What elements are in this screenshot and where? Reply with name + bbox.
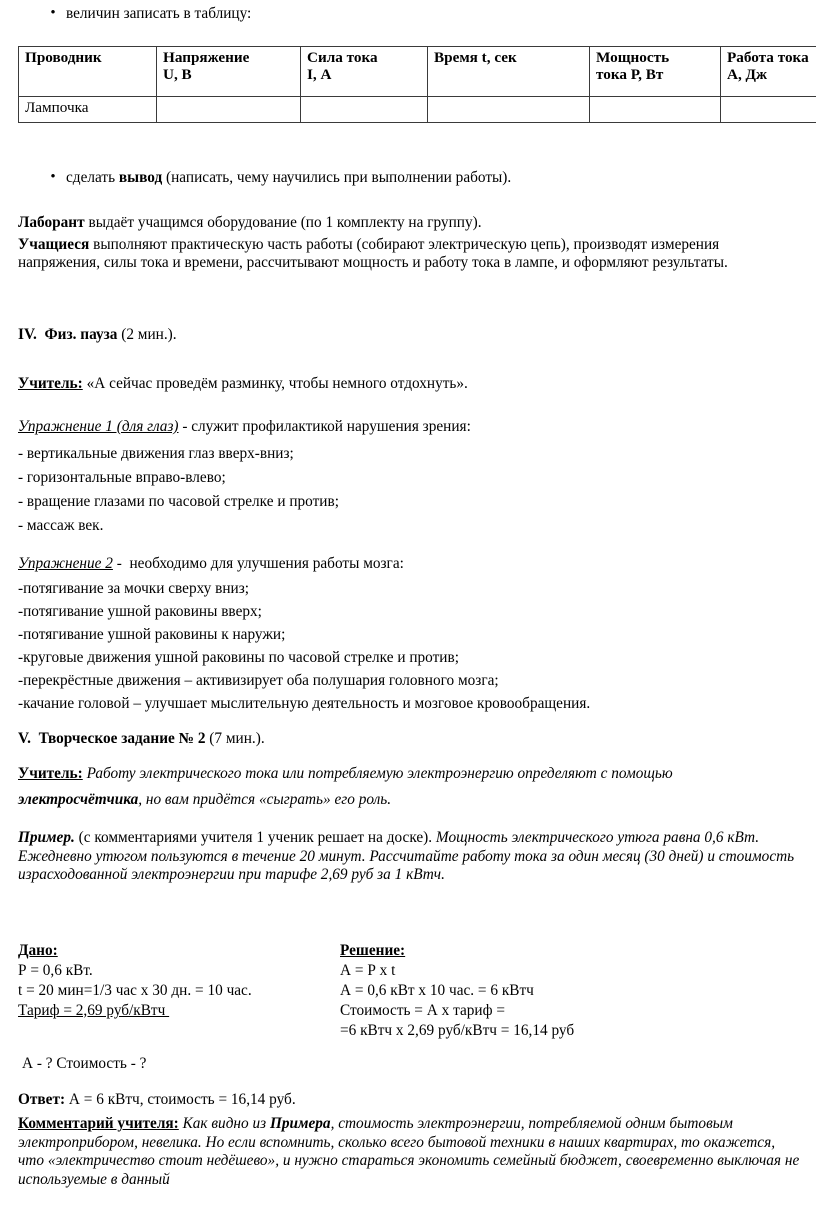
exercise-1-title: Упражнение 1 (для глаз) — [18, 418, 179, 435]
solution-line-cost-value: =6 кВтч х 2,69 руб/кВтч = 16,14 руб — [340, 1021, 575, 1039]
section-numeral: V. — [18, 730, 31, 747]
exercise-1-intro: - служит профилактикой нарушения зрения: — [178, 418, 471, 435]
exercise-1-item-2: - горизонтальные вправо-влево; — [18, 469, 226, 486]
teacher-comment-label: Комментарий учителя: — [18, 1115, 179, 1132]
exercise-1-item-4: - массаж век. — [18, 517, 104, 534]
table-header-cell-conductor — [19, 47, 157, 97]
list-item-label: величин записать в таблицу: — [66, 5, 252, 22]
lab-assistant-paragraph — [18, 214, 800, 232]
example-body: Мощность электрического утюга равна 0,6 кВт. Ежедневно утюгом пользуются в течение 20 минут. Рассчитайте работу тока за один месяц (30 дней) и стоимость израсходованной электроэнергии при тарифе 2,69 руб за 1 кВтч. — [18, 829, 795, 883]
section-heading-v — [18, 731, 265, 746]
teacher-task-paragraph — [18, 761, 800, 814]
exercise-2-item-6: -качание головой – улучшает мыслительную деятельность и мозговое кровообращения. — [18, 695, 591, 712]
table-header-cell-power — [590, 47, 721, 97]
given-line-power: Р = 0,6 кВт. — [18, 961, 93, 979]
solution-line-cost-formula: Стоимость = А х тариф = — [340, 1001, 505, 1019]
table-cell-time-value — [428, 97, 590, 123]
header-line-2: I, А — [307, 66, 332, 84]
table-row — [19, 97, 816, 123]
exercise-2-item-3: -потягивание ушной раковины к наружи; — [18, 626, 286, 643]
exercise-2-item-2: -потягивание ушной раковины вверх; — [18, 603, 262, 620]
header-line-1: Работа тока — [727, 49, 809, 66]
solution-heading: Решение: — [340, 942, 406, 959]
section-title: Творческое задание № 2 — [38, 730, 206, 747]
exercise-2-item-1: -потягивание за мочки сверху вниз; — [18, 580, 250, 597]
section-numeral: IV. — [18, 326, 37, 343]
students-text: выполняют практическую часть работы (собирают электрическую цепь), производят измерения напряжения, силы тока и времени, рассчитывают мощность и работу тока в лампе, и оформляют результаты. — [18, 236, 728, 272]
exercise-2-item-4: -круговые движения ушной раковины по часовой стрелке и против; — [18, 649, 459, 666]
list-item-label — [66, 170, 511, 186]
students-label: Учащиеся — [18, 236, 90, 253]
lab-assistant-label: Лаборант — [18, 214, 85, 231]
teacher-speech-line — [18, 376, 468, 391]
table-cell-work-value — [721, 97, 816, 123]
answer-label: Ответ: — [18, 1091, 66, 1108]
given-heading: Дано: — [18, 942, 58, 959]
teacher-comment-paragraph — [18, 1115, 802, 1189]
answer-text: А = 6 кВтч, стоимость = 16,14 руб. — [65, 1091, 296, 1108]
table-cell-voltage-value — [157, 97, 301, 123]
section-duration: (2 мин.). — [117, 326, 177, 343]
header-line-1: Мощность — [596, 49, 670, 66]
section-title: Физ. пауза — [44, 326, 118, 343]
given-line-time: t = 20 мин=1/3 час х 30 дн. = 10 час. — [18, 981, 252, 999]
solution-line-work: А = 0,6 кВт х 10 час. = 6 кВтч — [340, 981, 534, 999]
measurements-table — [18, 46, 816, 123]
table-header-row — [19, 47, 816, 97]
header-line-1: Напряжение — [163, 49, 250, 66]
teacher-task-text-2: , но вам придётся «сыграть» его роль. — [138, 791, 392, 809]
teacher-speech-text: «А сейчас проведём разминку, чтобы немного отдохнуть». — [82, 375, 468, 392]
exercise-2-intro: - необходимо для улучшения работы мозга: — [112, 555, 404, 572]
header-line-1: Сила тока — [307, 49, 378, 66]
bullet-dot-icon: • — [50, 169, 56, 185]
teacher-comment-text-1: Как видно из — [178, 1115, 270, 1132]
teacher-task-text-1: Работу электрического тока или потребляемую электроэнергию определяют с помощью — [82, 765, 673, 782]
bullet-dot-icon: • — [50, 5, 56, 21]
example-label: Пример. — [18, 829, 75, 846]
header-line-1: Проводник — [25, 49, 102, 66]
section-heading-iv — [18, 327, 177, 342]
table-header-cell-work — [721, 47, 816, 97]
teacher-label: Учитель: — [18, 375, 83, 392]
exercise-1-item-1: - вертикальные движения глаз вверх-вниз; — [18, 445, 294, 462]
example-paragraph — [18, 829, 800, 885]
exercise-2-heading — [18, 556, 404, 571]
exercise-1-item-3: - вращение глазами по часовой стрелке и против; — [18, 493, 339, 510]
table-header-cell-time — [428, 47, 590, 97]
teacher-label: Учитель: — [18, 765, 83, 782]
measurements-table-wrapper — [18, 46, 809, 123]
section-duration: (7 мин.). — [205, 730, 265, 747]
students-paragraph — [18, 236, 802, 273]
given-line-tariff: Тариф = 2,69 руб/кВтч — [18, 1001, 170, 1019]
solution-line-formula: А = Р х t — [340, 961, 396, 979]
given-unknowns: А - ? Стоимость - ? — [22, 1055, 147, 1072]
header-line-2: тока Р, Вт — [596, 66, 664, 84]
exercise-2-item-5: -перекрёстные движения – активизирует оба полушария головного мозга; — [18, 672, 499, 689]
exercise-2-title: Упражнение 2 — [18, 555, 113, 572]
header-line-1: Время t, сек — [434, 49, 517, 66]
solution-block — [340, 941, 574, 1040]
lab-assistant-text: выдаёт учащимся оборудование (по 1 комплекту на группу). — [84, 214, 482, 231]
conclusion-keyword: вывод — [118, 169, 163, 186]
example-reference: Примера — [269, 1115, 331, 1132]
conclusion-prefix: сделать — [66, 169, 119, 186]
answer-line — [18, 1092, 296, 1107]
exercise-1-heading — [18, 419, 471, 434]
table-cell-conductor-value: Лампочка — [19, 97, 157, 123]
table-header-cell-current — [301, 47, 428, 97]
header-line-2: А, Дж — [727, 66, 768, 84]
example-comment: (с комментариями учителя 1 ученик решает на доске). — [74, 829, 436, 846]
given-block — [18, 941, 252, 1021]
table-header-cell-voltage — [157, 47, 301, 97]
list-item — [40, 170, 720, 186]
list-item — [40, 6, 640, 22]
header-line-2: U, В — [163, 66, 192, 84]
table-cell-current-value — [301, 97, 428, 123]
meter-term: электросчётчика — [18, 791, 139, 809]
teacher-comment-text-2: , стоимость электроэнергии, потребляемой одним бытовым электроприбором, невелика. Но если вспомнить, сколько всего бытовой техники в наших квартирах, то окажется, что «электричество стоит недёшево», и нужно стараться экономить семейный бюджет, своевременно выключая не используемые в данный — [18, 1115, 800, 1188]
table-cell-power-value — [590, 97, 721, 123]
conclusion-suffix: (написать, чему научились при выполнении работы). — [162, 169, 512, 186]
